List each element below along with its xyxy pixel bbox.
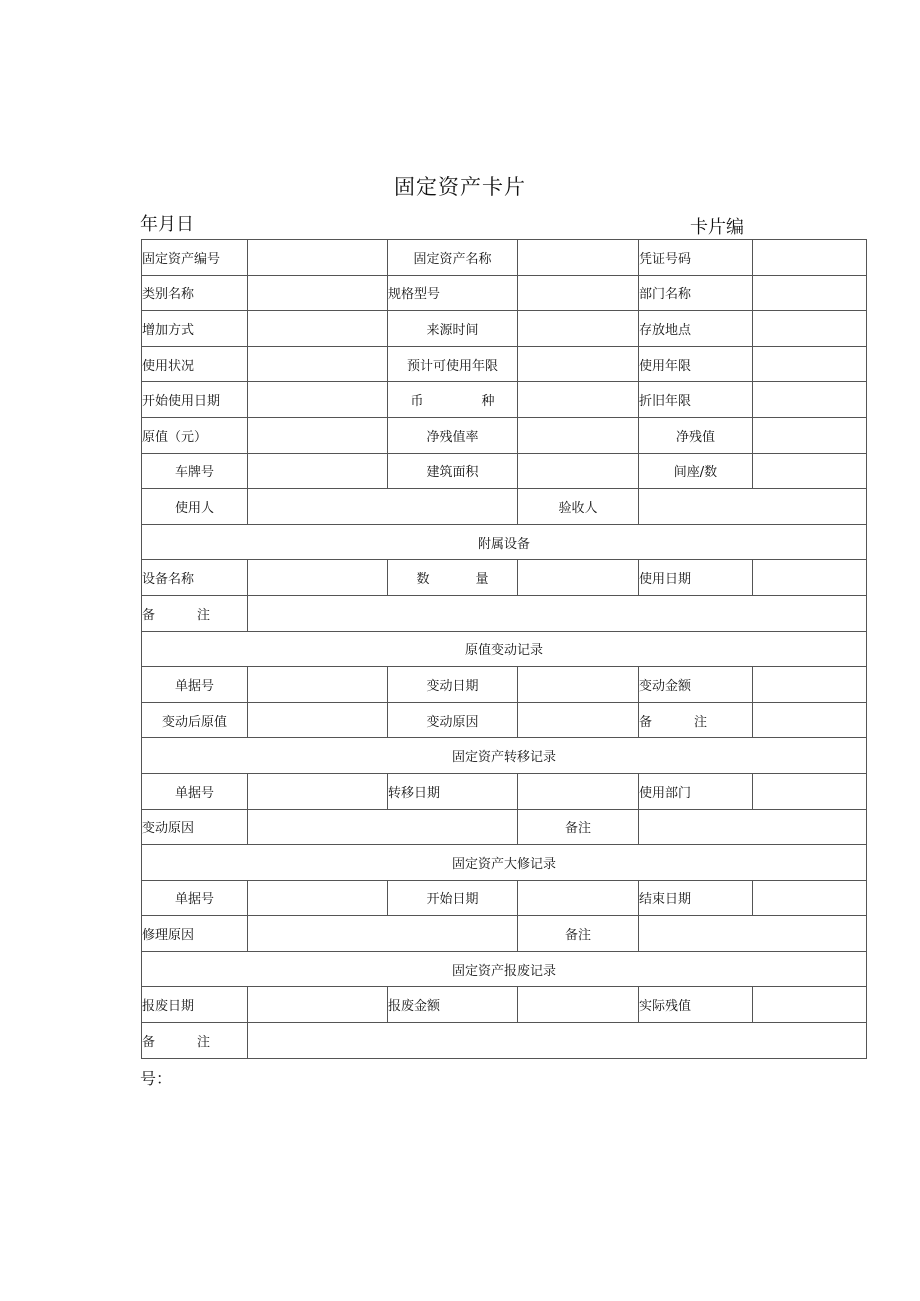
footer-number-label: 号： xyxy=(140,1069,173,1088)
quantity-label-b: 量 xyxy=(475,572,489,588)
table-row xyxy=(142,773,867,809)
category-field[interactable] xyxy=(248,275,388,311)
use-date-label: 使用日期 xyxy=(639,560,753,596)
residual-rate-field[interactable] xyxy=(518,417,639,453)
plate-number-label: 车牌号 xyxy=(142,453,248,489)
actual-residual-label: 实际残值 xyxy=(639,987,753,1023)
value-after-change-label: 变动后原值 xyxy=(142,702,248,738)
currency-label xyxy=(388,382,518,418)
repair-doc-number-label: 单据号 xyxy=(142,880,248,916)
residual-rate-label: 净残值率 xyxy=(388,417,518,453)
spec-field[interactable] xyxy=(518,275,639,311)
user-field[interactable] xyxy=(248,489,518,525)
original-value-label: 原值（元） xyxy=(142,417,248,453)
section-transfer: 固定资产转移记录 xyxy=(142,738,867,774)
equipment-name-field[interactable] xyxy=(248,560,388,596)
table-row xyxy=(142,951,867,987)
transfer-doc-number-label: 单据号 xyxy=(142,773,248,809)
start-date-label: 开始使用日期 xyxy=(142,382,248,418)
plate-number-field[interactable] xyxy=(248,453,388,489)
remark-label xyxy=(142,595,248,631)
add-method-field[interactable] xyxy=(248,311,388,347)
table-row xyxy=(142,346,867,382)
quantity-label xyxy=(388,560,518,596)
page-title: 固定资产卡片 xyxy=(394,175,526,199)
table-row xyxy=(142,809,867,845)
source-time-field[interactable] xyxy=(518,311,639,347)
remark-label-b: 注 xyxy=(197,607,211,623)
currency-label-b: 种 xyxy=(481,394,495,410)
value-after-change-field[interactable] xyxy=(248,702,388,738)
table-row xyxy=(142,631,867,667)
card-number-label: 卡片编 xyxy=(690,217,744,238)
use-date-field[interactable] xyxy=(753,560,867,596)
department-field[interactable] xyxy=(753,275,867,311)
table-row xyxy=(142,453,867,489)
table-row xyxy=(142,702,867,738)
acceptor-label: 验收人 xyxy=(518,489,639,525)
table-row xyxy=(142,524,867,560)
voucher-number-field[interactable] xyxy=(753,240,867,276)
date-label: 年月日 xyxy=(140,214,194,235)
table-row xyxy=(142,489,867,525)
change-reason-label: 变动原因 xyxy=(388,702,518,738)
start-date-field[interactable] xyxy=(248,382,388,418)
department-label: 部门名称 xyxy=(639,275,753,311)
scrap-date-label: 报废日期 xyxy=(142,987,248,1023)
doc-number-field[interactable] xyxy=(248,667,388,703)
depreciation-years-label: 折旧年限 xyxy=(639,382,753,418)
table-row xyxy=(142,916,867,952)
repair-reason-label: 修理原因 xyxy=(142,916,248,952)
rooms-label: 间座/数 xyxy=(639,453,753,489)
rooms-field[interactable] xyxy=(753,453,867,489)
remark-label-a: 备 xyxy=(142,607,156,623)
asset-number-label: 固定资产编号 xyxy=(142,240,248,276)
user-label: 使用人 xyxy=(142,489,248,525)
currency-field[interactable] xyxy=(518,382,639,418)
change-remark-label xyxy=(639,702,753,738)
spec-label: 规格型号 xyxy=(388,275,518,311)
original-value-field[interactable] xyxy=(248,417,388,453)
table-row xyxy=(142,880,867,916)
source-time-label: 来源时间 xyxy=(388,311,518,347)
quantity-label-a: 数 xyxy=(416,572,430,588)
actual-residual-field[interactable] xyxy=(753,987,867,1023)
change-date-label: 变动日期 xyxy=(388,667,518,703)
remark-field[interactable] xyxy=(248,595,867,631)
transfer-remark-field[interactable] xyxy=(639,809,867,845)
change-reason-field[interactable] xyxy=(518,702,639,738)
transfer-reason-label: 变动原因 xyxy=(142,809,248,845)
transfer-doc-number-field[interactable] xyxy=(248,773,388,809)
scrap-amount-label: 报废金额 xyxy=(388,987,518,1023)
depreciation-years-field[interactable] xyxy=(753,382,867,418)
change-amount-field[interactable] xyxy=(753,667,867,703)
final-remark-label-a: 备 xyxy=(142,1034,156,1050)
table-row xyxy=(142,595,867,631)
table-row xyxy=(142,667,867,703)
repair-start-date-field[interactable] xyxy=(518,880,639,916)
final-remark-label xyxy=(142,1023,248,1059)
used-years-field[interactable] xyxy=(753,346,867,382)
table-row xyxy=(142,311,867,347)
location-label: 存放地点 xyxy=(639,311,753,347)
status-label: 使用状况 xyxy=(142,346,248,382)
transfer-date-field[interactable] xyxy=(518,773,639,809)
expected-life-field[interactable] xyxy=(518,346,639,382)
section-attached-equipment: 附属设备 xyxy=(142,524,867,560)
repair-reason-field[interactable] xyxy=(248,916,518,952)
residual-value-label: 净残值 xyxy=(639,417,753,453)
repair-remark-field[interactable] xyxy=(639,916,867,952)
table-row xyxy=(142,275,867,311)
repair-start-date-label: 开始日期 xyxy=(388,880,518,916)
asset-name-label: 固定资产名称 xyxy=(388,240,518,276)
repair-end-date-label: 结束日期 xyxy=(639,880,753,916)
building-area-field[interactable] xyxy=(518,453,639,489)
equipment-name-label: 设备名称 xyxy=(142,560,248,596)
section-scrap: 固定资产报废记录 xyxy=(142,951,867,987)
asset-card-table xyxy=(141,239,867,1059)
section-value-change: 原值变动记录 xyxy=(142,631,867,667)
location-field[interactable] xyxy=(753,311,867,347)
used-years-label: 使用年限 xyxy=(639,346,753,382)
use-department-field[interactable] xyxy=(753,773,867,809)
final-remark-label-b: 注 xyxy=(197,1034,211,1050)
transfer-date-label: 转移日期 xyxy=(388,773,518,809)
table-row xyxy=(142,560,867,596)
category-label: 类别名称 xyxy=(142,275,248,311)
transfer-remark-label: 备注 xyxy=(518,809,639,845)
scrap-amount-field[interactable] xyxy=(518,987,639,1023)
table-row xyxy=(142,417,867,453)
change-remark-field[interactable] xyxy=(753,702,867,738)
use-department-label: 使用部门 xyxy=(639,773,753,809)
residual-value-field[interactable] xyxy=(753,417,867,453)
table-row xyxy=(142,240,867,276)
transfer-reason-field[interactable] xyxy=(248,809,518,845)
final-remark-field[interactable] xyxy=(248,1023,867,1059)
repair-remark-label: 备注 xyxy=(518,916,639,952)
building-area-label: 建筑面积 xyxy=(388,453,518,489)
change-remark-label-b: 注 xyxy=(694,714,708,730)
repair-end-date-field[interactable] xyxy=(753,880,867,916)
expected-life-label: 预计可使用年限 xyxy=(388,346,518,382)
table-row xyxy=(142,1023,867,1059)
voucher-number-label: 凭证号码 xyxy=(639,240,753,276)
change-amount-label: 变动金额 xyxy=(639,667,753,703)
quantity-field[interactable] xyxy=(518,560,639,596)
change-date-field[interactable] xyxy=(518,667,639,703)
add-method-label: 增加方式 xyxy=(142,311,248,347)
table-row xyxy=(142,382,867,418)
table-row xyxy=(142,845,867,881)
change-remark-label-a: 备 xyxy=(639,714,653,730)
table-row xyxy=(142,987,867,1023)
acceptor-field[interactable] xyxy=(639,489,867,525)
table-row xyxy=(142,738,867,774)
repair-doc-number-field[interactable] xyxy=(248,880,388,916)
asset-number-field[interactable] xyxy=(248,240,388,276)
section-repair: 固定资产大修记录 xyxy=(142,845,867,881)
scrap-date-field[interactable] xyxy=(248,987,388,1023)
currency-label-a: 币 xyxy=(410,394,424,410)
asset-name-field[interactable] xyxy=(518,240,639,276)
status-field[interactable] xyxy=(248,346,388,382)
doc-number-label: 单据号 xyxy=(142,667,248,703)
